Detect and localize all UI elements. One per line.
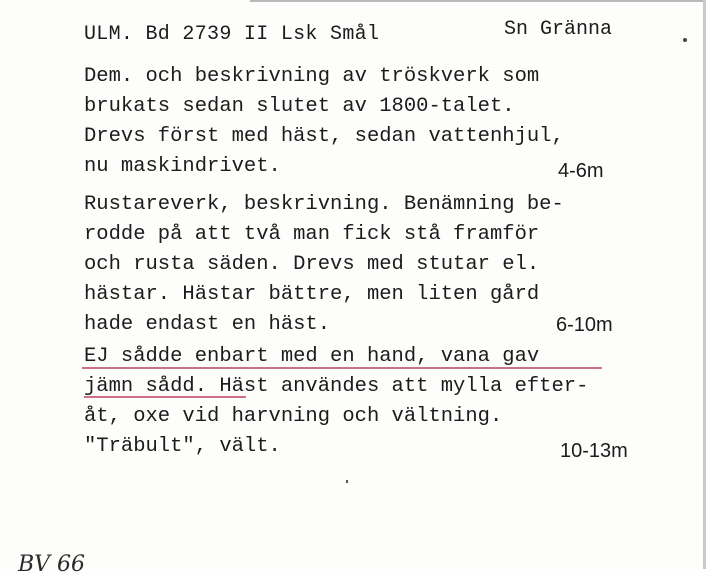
entry-line: EJ sådde enbart med en hand, vana gav: [84, 345, 540, 368]
entry-3-time-ref: 10-13m: [560, 440, 628, 462]
entry-1-time-ref: 4-6m: [558, 160, 604, 182]
entry-line: Drevs först med häst, sedan vattenhjul,: [84, 125, 564, 148]
entry-line: rodde på att två man fick stå framför: [84, 223, 540, 246]
entry-2-text: [84, 190, 564, 340]
entry-line: Dem. och beskrivning av tröskverk som: [84, 65, 540, 88]
entry-line: Rustareverk, beskrivning. Benämning be-: [84, 193, 564, 216]
entry-line: "Träbult", vält.: [84, 435, 281, 458]
ink-speck: [346, 480, 348, 483]
archive-reference: ULM. Bd 2739 II Lsk Smål: [84, 23, 380, 46]
entry-line: hästar. Hästar bättre, men liten gård: [84, 283, 540, 306]
entry-line: jämn sådd. Häst användes att mylla efter-: [84, 375, 589, 398]
entry-1-text: [84, 62, 564, 182]
entry-line: åt, oxe vid harvning och vältning.: [84, 405, 503, 428]
entry-2-time-ref: 6-10m: [556, 314, 613, 336]
ink-dot: [683, 38, 687, 42]
entry-line: brukats sedan slutet av 1800-talet.: [84, 95, 515, 118]
entry-line: hade endast en häst.: [84, 313, 331, 336]
parish-name: Sn Gränna: [504, 18, 613, 41]
entry-line: nu maskindrivet.: [84, 155, 281, 178]
entry-line: och rusta säden. Drevs med stutar el.: [84, 253, 540, 276]
entry-3-text: [84, 342, 588, 462]
card-top-edge: [250, 0, 706, 2]
handwritten-note: BV 66: [18, 552, 86, 577]
